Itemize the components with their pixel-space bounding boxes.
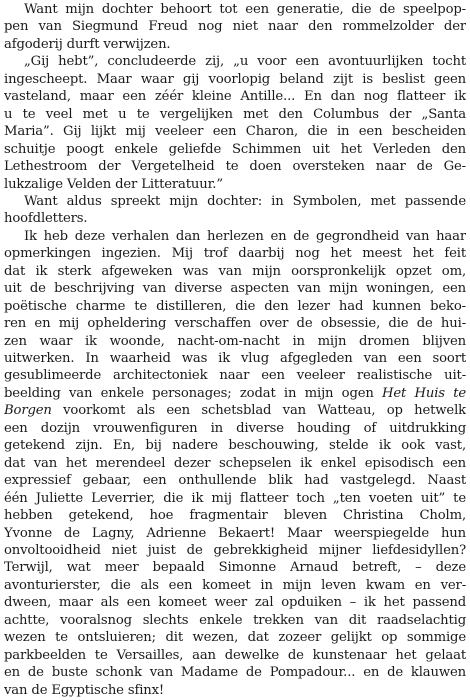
text-line: beelding van enkele personages; zodat in mijn ogen Het Huis te xyxy=(4,385,466,401)
text-line: afgoderij durft verwijzen. xyxy=(4,36,171,52)
text-line: ren en mij opheldering verschaffen over de obsessie, die de hui- xyxy=(4,316,466,332)
text-line: hebben getekend, hoe fragmentair bleven Christina Cholm, xyxy=(4,508,466,524)
text-line: hoofdletters. xyxy=(4,211,88,227)
text-line: Want mijn dochter behoort tot een generatie, die de speelpop- xyxy=(24,2,466,17)
text-line: wezen te ontsluieren; dit wezen, dat zozeer gelijkt op sommige xyxy=(4,630,466,646)
text-line: ingescheept. Maar waar gij voorlopig beland zijt is beslist geen xyxy=(4,71,466,87)
text-line: uitwerken. In waarheid was ik vlug afgegleden van een soort xyxy=(4,351,466,366)
text-line: Terwijl, wat meer bepaald Simonne Arnaud betreft, – deze xyxy=(4,560,466,576)
text-line: dween, maar als een komeet weer zal opduiken – ik het passend xyxy=(4,595,466,611)
text-line: lukzalige Velden der Litteratuur.” xyxy=(4,176,223,192)
text-line: zen waar ik woonde, nacht-om-nacht in mijn dromen blijven xyxy=(4,333,466,349)
text-line: uit de beschrijving van diverse aspecten van mijn woningen, een xyxy=(4,281,466,297)
text-line: parkbeelden te Versailles, aan dewelke de kunstenaar het gelaat xyxy=(4,647,466,663)
text-line: Lethestroom der Vergetelheid te doen oversteken naar de Ge- xyxy=(4,159,466,175)
text-line: avonturierster, die als een komeet in mijn leven kwam en ver- xyxy=(4,577,466,593)
text-line: vasteland, maar een zéér kleine Antille... En dan nog flatteer ik xyxy=(4,89,466,105)
text-line: dat van het merendeel dezer schepselen ik enkel episodisch een xyxy=(4,455,466,471)
text-line: u te veel met u te vergelijken met den Columbus der „Santa xyxy=(4,106,466,122)
text-line: gesublimeerde architectoniek naar een veeleer realistische uit- xyxy=(4,368,466,384)
text-line: getekend zijn. En, bij nadere beschouwing, stelde ik ook vast, xyxy=(4,438,466,454)
text-line: Yvonne de Lagny, Adrienne Bekaert! Maar weerspiegelde hun xyxy=(4,525,466,541)
text-line: onvoltooidheid niet juist de gebrekkigheid mijner liefdesidyllen? xyxy=(4,542,466,558)
text-line: van de Egyptische sfinx! xyxy=(4,682,165,698)
text-line: expressief gebaar, een onthullende blik had vastgelegd. Naast xyxy=(4,473,466,489)
text-line: „Gij hebt”, concludeerde zij, „u voor een avontuurlijken tocht xyxy=(24,54,466,70)
text-line: één Juliette Leverrier, die ik mij flatteer toch „ten voeten uit” te xyxy=(4,490,466,506)
text-line: Want aldus spreekt mijn dochter: in Symbolen, met passende xyxy=(24,193,466,209)
text-line: Borgen voorkomt als een schetsblad van Watteau, op hetwelk xyxy=(4,403,466,419)
text-line: schuitje poogt enkele geliefde Schimmen uit het Verleden den xyxy=(4,141,466,157)
book-title-text: Borgen xyxy=(4,403,52,419)
text-line: poëtische charme te distilleren, die den lezer had kunnen beko- xyxy=(4,298,466,314)
text-line: en de buste schonk van Madame de Pompadour... en de klauwen xyxy=(4,665,466,681)
text-line: een dozijn vrouwenfiguren in diverse houding of uitdrukking xyxy=(4,420,466,436)
text-line: Ik heb deze verhalen dan herlezen en de gegrondheid van haar xyxy=(24,228,466,244)
text-line: achtte, vooralsnog slechts enkele trekken van dit raadselachtig xyxy=(4,612,466,628)
text-line: Maria”. Gij lijkt mij veeleer een Charon, die in een bescheiden xyxy=(4,124,466,140)
text-line: pen van Siegmund Freud nog niet naar den rommelzolder der xyxy=(4,19,466,35)
text-line: dat ik sterk afgeweken was van mijn oorspronkelijk opzet om, xyxy=(4,263,466,279)
book-title-text: Het Huis te xyxy=(382,385,466,401)
document-page xyxy=(4,0,466,700)
text-line: opmerkingen ingezien. Mij trof daarbij nog het meest het feit xyxy=(4,246,466,262)
